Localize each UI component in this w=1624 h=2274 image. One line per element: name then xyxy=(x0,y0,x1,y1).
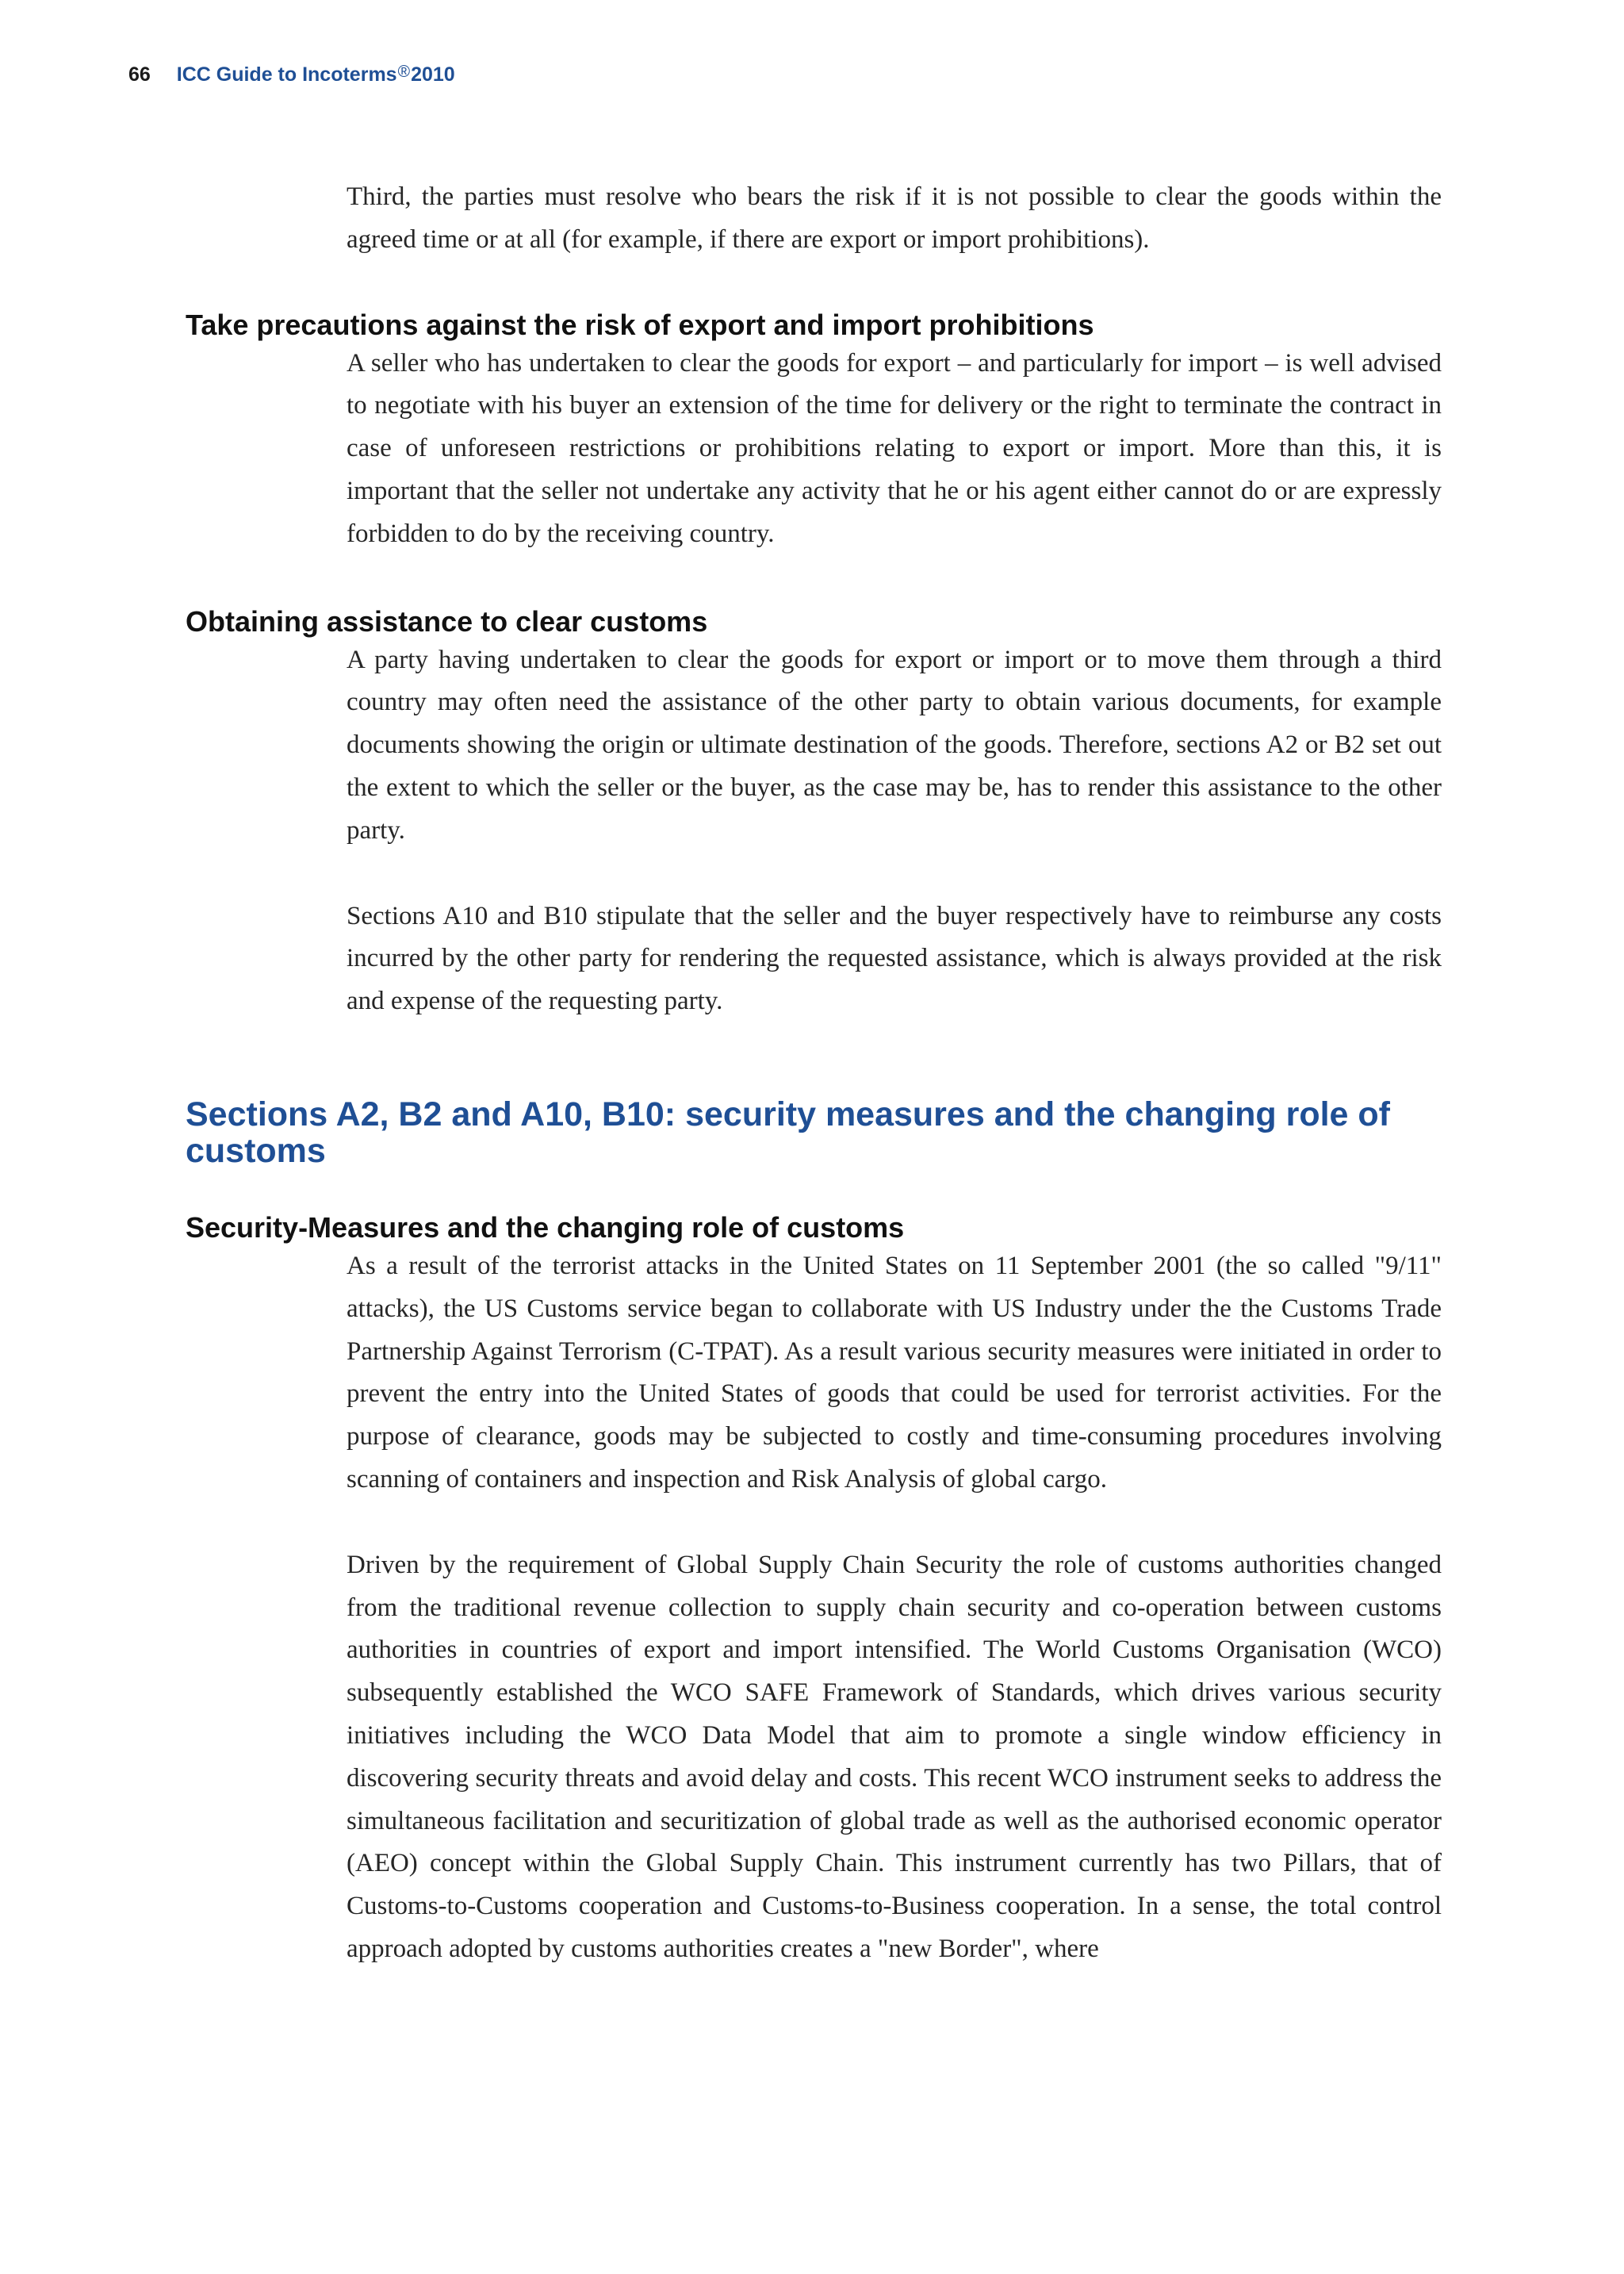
running-title-year: 2010 xyxy=(411,63,455,86)
running-title-text: ICC Guide to Incoterms xyxy=(176,63,397,86)
assistance-paragraph-2: Sections A10 and B10 stipulate that the seller and the buyer respectively have to reimburse any costs incurred by the other party for rendering the requested assistance, which is always provided at the risk and expense of the requesting party. xyxy=(347,901,1442,1016)
section-title: Sections A2, B2 and A10, B10: security measures and the changing role of customs xyxy=(186,1095,1390,1170)
precautions-heading: Take precautions against the risk of export and import prohibitions xyxy=(186,308,1094,341)
intro-paragraph: Third, the parties must resolve who bears the risk if it is not possible to clear the goods within the agreed time or at all (for example, if there are export or import prohibitions). xyxy=(347,182,1442,254)
page-number: 66 xyxy=(128,63,151,86)
assistance-paragraph-1: A party having undertaken to clear the goods for export or import or to move them through a third country may often need the assistance of the other party to obtain various documents, for example documents showing the origin or ultimate destination of the goods. Therefore, sections A2 or B2 set out the extent to which the seller or the buyer, as the case may be, has to render this assistance to the other party. xyxy=(347,645,1442,845)
security-paragraph-1: As a result of the terrorist attacks in the United States on 11 September 2001 (the so called "9/11" attacks), the US Customs service began to collaborate with US Industry under the the Customs Trade Partnership Against Terrorism (C-TPAT). As a result various security measures were initiated in order to prevent the entry into the United States of goods that could be used for terrorist activities. For the purpose of clearance, goods may be subjected to costly and time-consuming procedures involving scanning of containers and inspection and Risk Analysis of global cargo. xyxy=(347,1251,1442,1494)
security-subheading: Security-Measures and the changing role of customs xyxy=(186,1210,905,1244)
running-title xyxy=(177,63,455,86)
assistance-heading: Obtaining assistance to clear customs xyxy=(186,604,708,638)
security-paragraph-2: Driven by the requirement of Global Supply Chain Security the role of customs authorities changed from the traditional revenue collection to supply chain security and co-operation between customs authorities in countries of export and import intensified. The World Customs Organisation (WCO) subsequently established the WCO SAFE Framework of Standards, which drives various security initiatives including the WCO Data Model that aim to promote a single window efficiency in discovering security threats and avoid delay and costs. This recent WCO instrument seeks to address the simultaneous facilitation and securitization of global trade as well as the authorised economic operator (AEO) concept within the Global Supply Chain. This instrument currently has two Pillars, that of Customs-to-Customs cooperation and Customs-to-Business cooperation. In a sense, the total control approach adopted by customs authorities creates a "new Border", where xyxy=(347,1550,1442,1963)
page-header xyxy=(128,62,455,89)
precautions-paragraph: A seller who has undertaken to clear the goods for export – and particularly for import – is well advised to negotiate with his buyer an extension of the time for delivery or the right to terminate the contract in case of unforeseen restrictions or prohibitions relating to export or import. More than this, it is important that the seller not undertake any activity that he or his agent either cannot do or are expressly forbidden to do by the receiving country. xyxy=(347,348,1442,548)
page-content xyxy=(186,176,1442,1971)
registered-mark: ® xyxy=(397,63,411,81)
